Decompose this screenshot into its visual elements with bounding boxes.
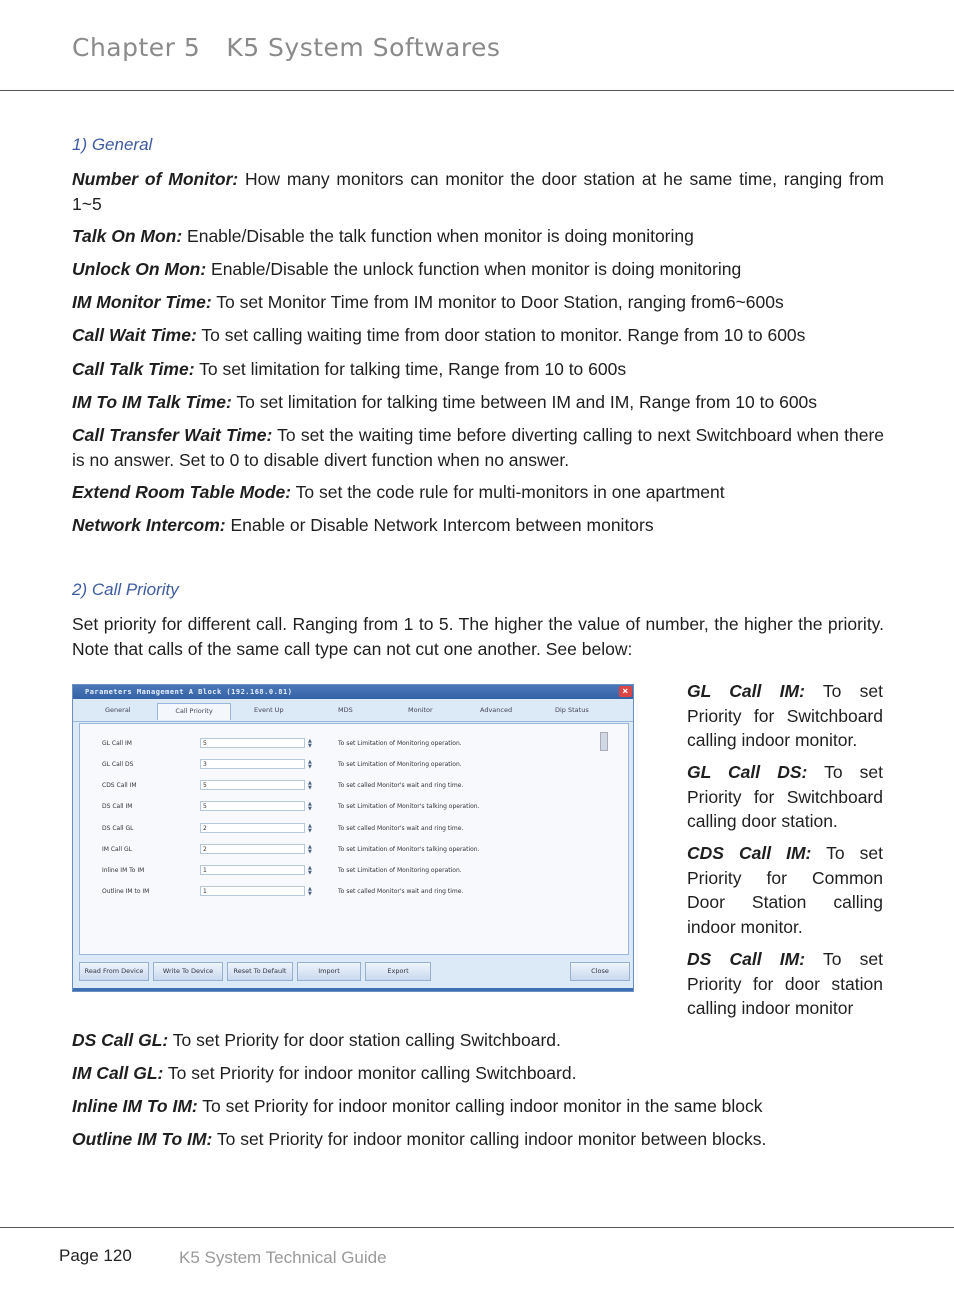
write-to-device-button[interactable]: Write To Device	[153, 962, 223, 981]
spinner-icon[interactable]: ▲ ▼	[308, 823, 312, 834]
priority-row	[80, 759, 628, 771]
definition-item	[72, 257, 884, 282]
definition-item	[72, 357, 884, 382]
priority-description: To set called Monitor's wait and ring time.	[338, 782, 464, 789]
tab-advanced[interactable]: Advanced	[480, 706, 513, 714]
priority-label: DS Call IM	[102, 803, 133, 810]
tab-general[interactable]: General	[105, 706, 131, 714]
spinner-icon[interactable]: ▲ ▼	[308, 780, 312, 791]
definition-item	[72, 480, 884, 505]
priority-value-input[interactable]: 5	[200, 780, 305, 790]
definition-text: Enable/Disable the talk function when monitor is doing monitoring	[182, 226, 694, 246]
priority-row	[80, 801, 628, 813]
priority-description: To set called Monitor's wait and ring time.	[338, 888, 464, 895]
definition-item	[72, 323, 884, 348]
tab-event-up[interactable]: Event Up	[254, 706, 284, 714]
definition-text: To set Priority for door station calling Switchboard.	[168, 1030, 561, 1050]
window-title-bar	[73, 685, 633, 699]
priority-description: To set Limitation of Monitor's talking operation.	[338, 846, 480, 853]
page-number: Page 120	[59, 1246, 132, 1265]
spinner-icon[interactable]: ▲ ▼	[308, 865, 312, 876]
export-button[interactable]: Export	[365, 962, 431, 981]
import-button[interactable]: Import	[297, 962, 361, 981]
guide-title: K5 System Technical Guide	[179, 1248, 387, 1267]
spinner-icon[interactable]: ▲ ▼	[308, 738, 312, 749]
spinner-icon[interactable]: ▲ ▼	[308, 801, 312, 812]
definition-term: GL Call IM:	[687, 681, 805, 701]
priority-value-input[interactable]: 5	[200, 738, 305, 748]
priority-label: IM Call GL	[102, 846, 132, 853]
definition-text: How many monitors can monitor the door station at he same time, ranging from 1~5	[72, 169, 884, 214]
priority-value-input[interactable]: 5	[200, 801, 305, 811]
close-icon[interactable]: ×	[619, 686, 632, 697]
definition-item	[72, 423, 884, 472]
priority-description: To set Limitation of Monitor's talking operation.	[338, 803, 480, 810]
definition-term: GL Call DS:	[687, 762, 808, 782]
section-heading-general: 1) General	[72, 135, 153, 154]
definition-item	[687, 760, 883, 834]
definition-item	[72, 167, 884, 216]
definition-term: IM To IM Talk Time:	[72, 392, 232, 412]
definition-item	[72, 1127, 884, 1152]
read-from-device-button[interactable]: Read From Device	[79, 962, 149, 981]
spinner-icon[interactable]: ▲ ▼	[308, 759, 312, 770]
priority-label: CDS Call IM	[102, 782, 137, 789]
definition-text: To set Priority for indoor monitor calling Switchboard.	[163, 1063, 577, 1083]
definition-text: To set Priority for door station calling indoor monitor	[687, 949, 883, 1018]
definition-term: Call Transfer Wait Time:	[72, 425, 273, 445]
definition-text: To set Monitor Time from IM monitor to Door Station, ranging from6~600s	[211, 292, 784, 312]
priority-value-input[interactable]: 2	[200, 844, 305, 854]
priority-value-input[interactable]: 2	[200, 823, 305, 833]
definition-term: IM Monitor Time:	[72, 292, 212, 312]
priority-description: To set Limitation of Monitoring operation.	[338, 867, 462, 874]
priority-description: To set Limitation of Monitoring operation.	[338, 761, 462, 768]
definition-term: IM Call GL:	[72, 1063, 164, 1083]
priority-row	[80, 780, 628, 792]
definition-term: DS Call GL:	[72, 1030, 169, 1050]
definition-term: Outline IM To IM:	[72, 1129, 213, 1149]
chapter-header	[72, 33, 500, 62]
priority-label: GL Call DS	[102, 761, 134, 768]
definition-text: To set calling waiting time from door station to monitor. Range from 10 to 600s	[196, 325, 806, 345]
reset-to-default-button[interactable]: Reset To Default	[227, 962, 293, 981]
definition-text: To set limitation for talking time between IM and IM, Range from 10 to 600s	[231, 392, 818, 412]
definition-term: DS Call IM:	[687, 949, 806, 969]
definition-text: To set Priority for Switchboard calling door station.	[687, 762, 883, 831]
chapter-title: K5 System Softwares	[226, 33, 501, 62]
close-button[interactable]: Close	[570, 962, 630, 981]
definition-item	[72, 1028, 884, 1053]
tab-mds[interactable]: MDS	[338, 706, 353, 714]
priority-value-input[interactable]: 3	[200, 759, 305, 769]
definition-term: Call Wait Time:	[72, 325, 197, 345]
priority-row	[80, 844, 628, 856]
definition-text: To set Priority for Switchboard calling indoor monitor.	[687, 681, 883, 750]
definition-term: Call Talk Time:	[72, 359, 195, 379]
priority-label: GL Call IM	[102, 740, 132, 747]
definition-term: Inline IM To IM:	[72, 1096, 198, 1116]
definition-item	[72, 390, 884, 415]
definition-text: Enable or Disable Network Intercom between monitors	[225, 515, 654, 535]
priority-label: Outline IM to IM	[102, 888, 150, 895]
header-rule	[0, 90, 954, 91]
priority-label: Inline IM To IM	[102, 867, 145, 874]
window-bottom-border	[73, 988, 633, 991]
definition-item	[687, 947, 883, 1021]
definition-term: CDS Call IM:	[687, 843, 812, 863]
priority-row	[80, 823, 628, 835]
priority-value-input[interactable]: 1	[200, 865, 305, 875]
section-intro: Set priority for different call. Ranging from 1 to 5. The higher the value of number, the higher the priority. Note that calls of the same call type can not cut one another. See below:	[72, 614, 884, 659]
footer-rule	[0, 1227, 954, 1228]
definition-text: To set Priority for Common Door Station calling indoor monitor.	[687, 843, 883, 937]
tab-call-priority[interactable]: Call Priority	[157, 703, 231, 720]
parameters-management-window	[72, 684, 634, 992]
definition-item	[687, 679, 883, 753]
definition-term: Unlock On Mon:	[72, 259, 207, 279]
priority-row	[80, 738, 628, 750]
priority-label: DS Call GL	[102, 825, 134, 832]
definition-text: To set Priority for indoor monitor calling indoor monitor between blocks.	[212, 1129, 767, 1149]
tab-bar	[73, 699, 633, 722]
definition-text: Enable/Disable the unlock function when monitor is doing monitoring	[206, 259, 742, 279]
definition-term: Extend Room Table Mode:	[72, 482, 292, 502]
priority-row	[80, 865, 628, 877]
definition-item	[72, 1094, 884, 1119]
definition-item	[72, 1061, 884, 1086]
definition-item	[72, 290, 884, 315]
chapter-number: Chapter 5	[72, 33, 201, 62]
spinner-icon[interactable]: ▲ ▼	[308, 886, 312, 897]
priority-value-input[interactable]: 1	[200, 886, 305, 896]
definition-text: To set Priority for indoor monitor calling indoor monitor in the same block	[197, 1096, 763, 1116]
call-priority-panel	[79, 723, 629, 955]
section-heading-call-priority: 2) Call Priority	[72, 580, 179, 599]
definition-term: Number of Monitor:	[72, 169, 239, 189]
priority-description: To set called Monitor's wait and ring time.	[338, 825, 464, 832]
tab-monitor[interactable]: Monitor	[408, 706, 433, 714]
tab-dip-status[interactable]: Dip Status	[555, 706, 589, 714]
window-title: Parameters Management A Block (192.168.0.81)	[85, 688, 293, 696]
definition-item	[687, 841, 883, 939]
spinner-icon[interactable]: ▲ ▼	[308, 844, 312, 855]
definition-item	[72, 513, 884, 538]
priority-description: To set Limitation of Monitoring operation.	[338, 740, 462, 747]
definition-item	[72, 224, 884, 249]
definition-term: Network Intercom:	[72, 515, 226, 535]
definition-text: To set limitation for talking time, Range from 10 to 600s	[194, 359, 627, 379]
definition-term: Talk On Mon:	[72, 226, 183, 246]
priority-row	[80, 886, 628, 898]
definition-text: To set the code rule for multi-monitors in one apartment	[291, 482, 725, 502]
definition-text: To set the waiting time before diverting calling to next Switchboard when there is no answer. Set to 0 to disable divert function when no answer.	[72, 425, 885, 470]
